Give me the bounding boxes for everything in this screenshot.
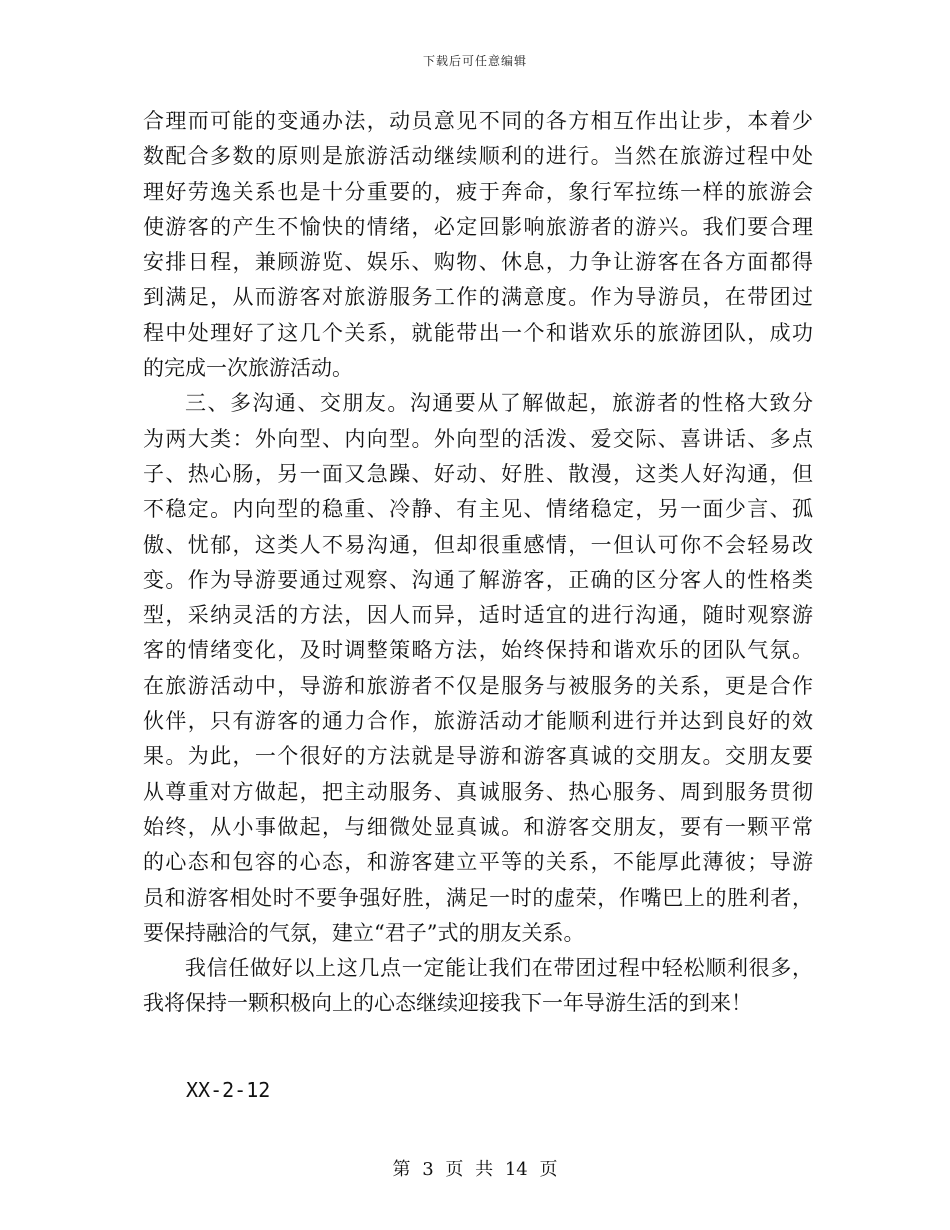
text-line: 型，采纳灵活的方法，因人而异，适时适宜的进行沟通，随时观察游: [143, 603, 813, 628]
paragraph: [143, 386, 813, 951]
text-line: 伙伴，只有游客的通力合作，旅游活动才能顺利进行并达到良好的效: [143, 709, 813, 734]
text-line: 合理而可能的变通办法，动员意见不同的各方相互作出让步，本着少: [143, 109, 813, 133]
text-line: 安排日程，兼顾游览、娱乐、购物、休息，力争让游客在各方面都得: [143, 250, 813, 275]
text-line: 客的情绪变化，及时调整策略方法，始终保持和谐欢乐的团队气氛。: [143, 638, 813, 663]
text-line: 程中处理好了这几个关系，就能带出一个和谐欢乐的旅游团队，成功: [143, 320, 813, 345]
text-line: 在旅游活动中，导游和旅游者不仅是服务与被服务的关系，更是合作: [143, 673, 813, 698]
text-line: 从尊重对方做起，把主动服务、真诚服务、热心服务、周到服务贯彻: [143, 779, 813, 804]
page-header: 下载后可任意编辑: [422, 54, 527, 68]
text-line: 变。作为导游要通过观察、沟通了解游客，正确的区分客人的性格类: [143, 567, 813, 592]
document-date: XX-2-12: [186, 1078, 271, 1102]
text-line: 不稳定。内向型的稳重、冷静、有主见、情绪稳定，另一面少言、孤: [143, 497, 813, 522]
text-line: 要保持融洽的气氛，建立“君子”式的朋友关系。: [143, 920, 585, 945]
text-line: 理好劳逸关系也是十分重要的，疲于奔命，象行军拉练一样的旅游会: [143, 179, 813, 204]
paragraph: [143, 104, 813, 386]
text-line: 到满足，从而游客对旅游服务工作的满意度。作为导游员，在带团过: [143, 285, 813, 310]
text-line: 员和游客相处时不要争强好胜，满足一时的虚荣，作嘴巴上的胜利者，: [143, 885, 813, 910]
text-line: 的完成一次旅游活动。: [143, 356, 353, 381]
text-line: 子、热心肠，另一面又急躁、好动、好胜、散漫，这类人好沟通，但: [143, 461, 813, 486]
text-line: 始终，从小事做起，与细微处显真诚。和游客交朋友，要有一颗平常: [143, 814, 813, 839]
text-line: 三、多沟通、交朋友。沟通要从了解做起，旅游者的性格大致分: [185, 391, 813, 416]
text-line: 傲、忧郁，这类人不易沟通，但却很重感情，一但认可你不会轻易改: [143, 532, 813, 557]
text-line: 的心态和包容的心态，和游客建立平等的关系，不能厚此薄彼；导游: [143, 850, 813, 875]
text-line: 为两大类：外向型、内向型。外向型的活泼、爱交际、喜讲话、多点: [143, 426, 813, 451]
text-line: 果。为此，一个很好的方法就是导游和游客真诚的交朋友。交朋友要: [143, 744, 813, 769]
text-line: 使游客的产生不愉快的情绪，必定回影响旅游者的游兴。我们要合理: [143, 214, 813, 239]
text-line: 我信任做好以上这几点一定能让我们在带团过程中轻松顺利很多，: [185, 956, 813, 981]
body-text: [143, 104, 813, 1022]
text-line: 我将保持一颗积极向上的心态继续迎接我下一年导游生活的到来！: [143, 991, 752, 1016]
page-footer: 第 3 页 共 14 页: [392, 1159, 558, 1180]
text-line: 数配合多数的原则是旅游活动继续顺利的进行。当然在旅游过程中处: [143, 144, 813, 169]
paragraph: [143, 951, 813, 1022]
